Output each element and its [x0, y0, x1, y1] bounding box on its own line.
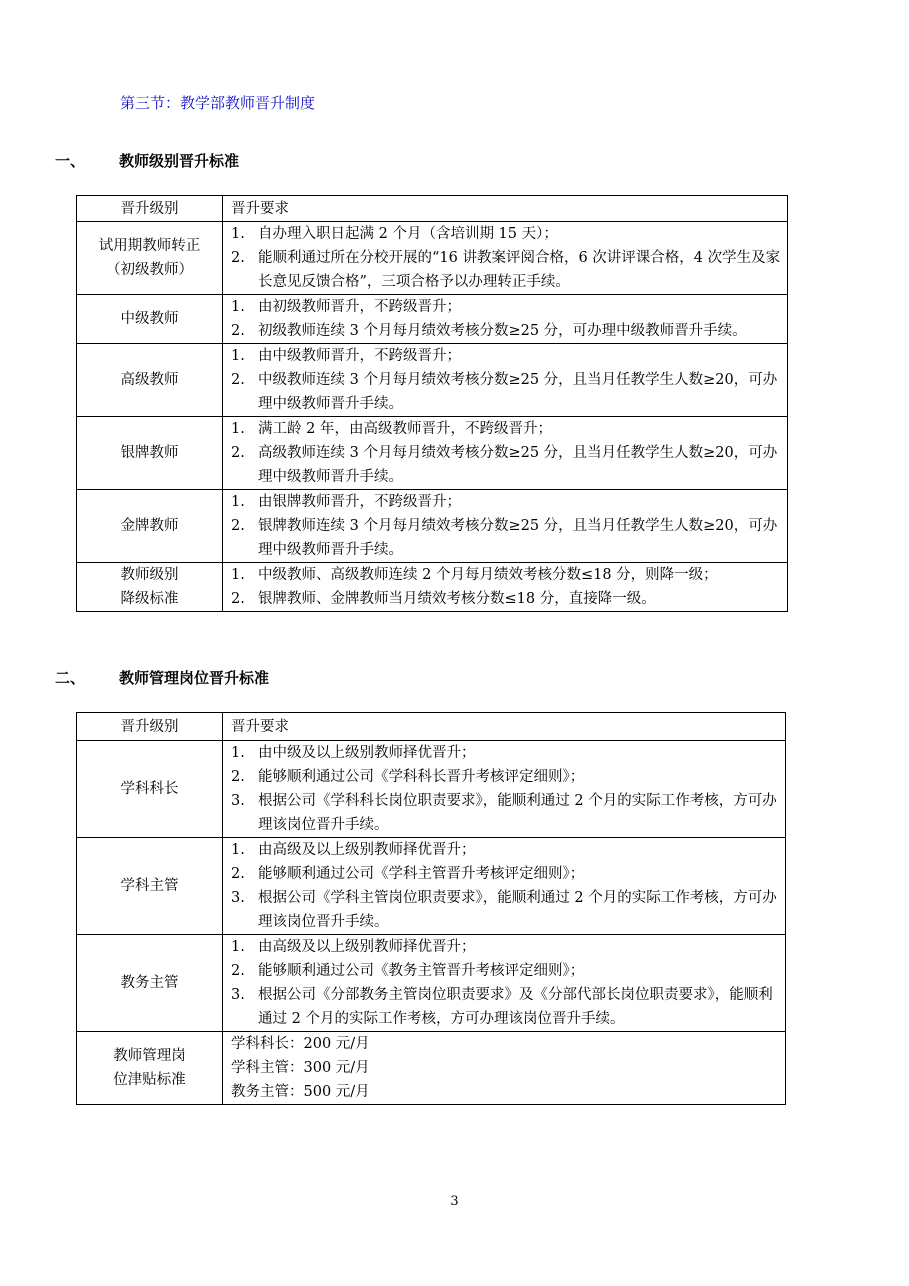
level-label: 学科主管	[120, 878, 179, 894]
level-cell	[77, 838, 223, 935]
requirement-item	[231, 295, 781, 319]
table-row	[77, 295, 788, 344]
item-text: 中级教师、高级教师连续 2 个月每月绩效考核分数≤18 分，则降一级；	[258, 567, 718, 583]
table-row	[77, 838, 786, 935]
item-number: 1.	[231, 567, 245, 583]
requirement-item	[231, 563, 781, 587]
allowance-values	[223, 1032, 786, 1105]
requirement-list	[231, 490, 781, 562]
requirement-item	[231, 741, 779, 765]
item-text: 中级教师连续 3 个月每月绩效考核分数≥25 分，且当月任教学生人数≥20，可办理中级教师晋升手续。	[258, 372, 778, 412]
item-text: 银牌教师、金牌教师当月绩效考核分数≤18 分，直接降一级。	[258, 591, 656, 607]
level-label: 中级教师	[120, 311, 179, 327]
requirement-item	[231, 959, 779, 983]
requirement-cell	[223, 344, 788, 417]
item-text: 能顺利通过所在分校开展的“16 讲教案评阅合格，6 次讲评课合格，4 次学生及家长意见反馈合格”，三项合格予以办理转正手续。	[258, 250, 781, 290]
level-label: 试用期教师转正	[98, 238, 201, 254]
item-text: 根据公司《学科科长岗位职责要求》，能顺利通过 2 个月的实际工作考核，方可办理该岗位晋升手续。	[258, 793, 777, 833]
requirement-cell	[223, 490, 788, 563]
level-cell	[77, 417, 223, 490]
table-row	[77, 741, 786, 838]
requirement-list	[231, 417, 781, 489]
item-number: 2.	[231, 445, 245, 461]
requirement-item	[231, 983, 779, 1031]
part1-title: 教师级别晋升标准	[119, 152, 240, 170]
requirement-list	[231, 935, 779, 1031]
allowance-line: 学科主管：300 元/月	[231, 1060, 370, 1076]
part1-heading	[55, 150, 239, 171]
allowance-row	[77, 1032, 786, 1105]
header-level: 晋升级别	[77, 196, 223, 222]
item-text: 由中级及以上级别教师择优晋升；	[258, 745, 476, 761]
requirement-cell	[223, 935, 786, 1032]
requirement-item	[231, 490, 781, 514]
table-row	[77, 935, 786, 1032]
allowance-level-line: 教师管理岗	[113, 1048, 186, 1064]
level-cell	[77, 295, 223, 344]
requirement-cell	[223, 222, 788, 295]
item-number: 1.	[231, 494, 245, 510]
item-number: 1.	[231, 299, 245, 315]
level-cell	[77, 490, 223, 563]
requirement-cell	[223, 838, 786, 935]
part2-title: 教师管理岗位晋升标准	[119, 669, 270, 687]
item-number: 1.	[231, 226, 245, 242]
level-label: 降级标准	[120, 591, 179, 607]
table-row	[77, 344, 788, 417]
requirement-item	[231, 862, 779, 886]
level-label: 教务主管	[120, 975, 179, 991]
item-number: 2.	[231, 372, 245, 388]
item-number: 2.	[231, 769, 245, 785]
item-text: 高级教师连续 3 个月每月绩效考核分数≥25 分，且当月任教学生人数≥20，可办理中级教师晋升手续。	[258, 445, 778, 485]
level-label: 银牌教师	[120, 445, 179, 461]
requirement-item	[231, 441, 781, 489]
item-text: 初级教师连续 3 个月每月绩效考核分数≥25 分，可办理中级教师晋升手续。	[258, 323, 747, 339]
table-header-row	[77, 713, 786, 741]
management-post-table	[76, 712, 786, 1105]
teacher-level-table	[76, 195, 788, 612]
item-text: 由初级教师晋升，不跨级晋升；	[258, 299, 461, 315]
requirement-item	[231, 344, 781, 368]
item-number: 3.	[231, 890, 245, 906]
item-number: 1.	[231, 842, 245, 858]
level-cell	[77, 563, 223, 612]
table-row	[77, 417, 788, 490]
level-cell	[77, 741, 223, 838]
item-number: 1.	[231, 745, 245, 761]
item-number: 2.	[231, 518, 245, 534]
item-number: 1.	[231, 421, 245, 437]
requirement-list	[231, 344, 781, 416]
table-header-row	[77, 196, 788, 222]
part1-number: 一、	[55, 152, 86, 170]
item-text: 根据公司《学科主管岗位职责要求》，能顺利通过 2 个月的实际工作考核，方可办理该岗位晋升手续。	[258, 890, 777, 930]
level-label: 高级教师	[120, 372, 179, 388]
requirement-item	[231, 246, 781, 294]
requirement-item	[231, 514, 781, 562]
requirement-item	[231, 368, 781, 416]
header-level: 晋升级别	[77, 713, 223, 741]
item-number: 3.	[231, 987, 245, 1003]
requirement-item	[231, 765, 779, 789]
requirement-item	[231, 789, 779, 837]
requirement-list	[231, 741, 779, 837]
requirement-item	[231, 319, 781, 343]
level-label: 学科科长	[120, 781, 179, 797]
item-text: 能够顺利通过公司《学科主管晋升考核评定细则》；	[258, 866, 585, 882]
requirement-list	[231, 838, 779, 934]
item-text: 银牌教师连续 3 个月每月绩效考核分数≥25 分，且当月任教学生人数≥20，可办理中级教师晋升手续。	[258, 518, 778, 558]
level-label: （初级教师）	[106, 262, 193, 278]
requirement-cell	[223, 563, 788, 612]
item-number: 2.	[231, 250, 245, 266]
allowance-line: 学科科长：200 元/月	[231, 1036, 370, 1052]
requirement-list	[231, 563, 781, 611]
level-cell	[77, 222, 223, 295]
part2-heading	[55, 667, 269, 688]
allowance-line: 教务主管：500 元/月	[231, 1084, 370, 1100]
requirement-list	[231, 295, 781, 343]
page-number: 3	[450, 1194, 459, 1209]
requirement-item	[231, 417, 781, 441]
requirement-cell	[223, 741, 786, 838]
table-row	[77, 490, 788, 563]
item-number: 1.	[231, 939, 245, 955]
level-cell	[77, 344, 223, 417]
requirement-list	[231, 222, 781, 294]
item-text: 根据公司《分部教务主管岗位职责要求》及《分部代部长岗位职责要求》，能顺利通过 2 个月的实际工作考核，方可办理该岗位晋升手续。	[258, 987, 773, 1027]
level-label: 教师级别	[120, 567, 179, 583]
item-number: 3.	[231, 793, 245, 809]
requirement-cell	[223, 295, 788, 344]
item-number: 2.	[231, 866, 245, 882]
allowance-level-line: 位津贴标准	[113, 1072, 186, 1088]
item-text: 由银牌教师晋升，不跨级晋升；	[258, 494, 461, 510]
item-text: 满工龄 2 年，由高级教师晋升，不跨级晋升；	[258, 421, 552, 437]
header-requirement: 晋升要求	[223, 196, 788, 222]
item-number: 2.	[231, 323, 245, 339]
level-label: 金牌教师	[120, 518, 179, 534]
allowance-level	[77, 1032, 223, 1105]
requirement-item	[231, 935, 779, 959]
requirement-cell	[223, 417, 788, 490]
requirement-item	[231, 222, 781, 246]
item-text: 由高级及以上级别教师择优晋升；	[258, 939, 476, 955]
table-row	[77, 222, 788, 295]
level-cell	[77, 935, 223, 1032]
part2-number: 二、	[55, 669, 86, 687]
table-row	[77, 563, 788, 612]
item-text: 自办理入职日起满 2 个月（含培训期 15 天）；	[258, 226, 558, 242]
header-requirement: 晋升要求	[223, 713, 786, 741]
requirement-item	[231, 838, 779, 862]
item-text: 能够顺利通过公司《教务主管晋升考核评定细则》；	[258, 963, 585, 979]
requirement-item	[231, 587, 781, 611]
item-text: 由高级及以上级别教师择优晋升；	[258, 842, 476, 858]
section-title: 第三节：教学部教师晋升制度	[120, 94, 316, 112]
item-number: 2.	[231, 963, 245, 979]
item-number: 2.	[231, 591, 245, 607]
item-number: 1.	[231, 348, 245, 364]
requirement-item	[231, 886, 779, 934]
item-text: 能够顺利通过公司《学科科长晋升考核评定细则》；	[258, 769, 585, 785]
item-text: 由中级教师晋升，不跨级晋升；	[258, 348, 461, 364]
